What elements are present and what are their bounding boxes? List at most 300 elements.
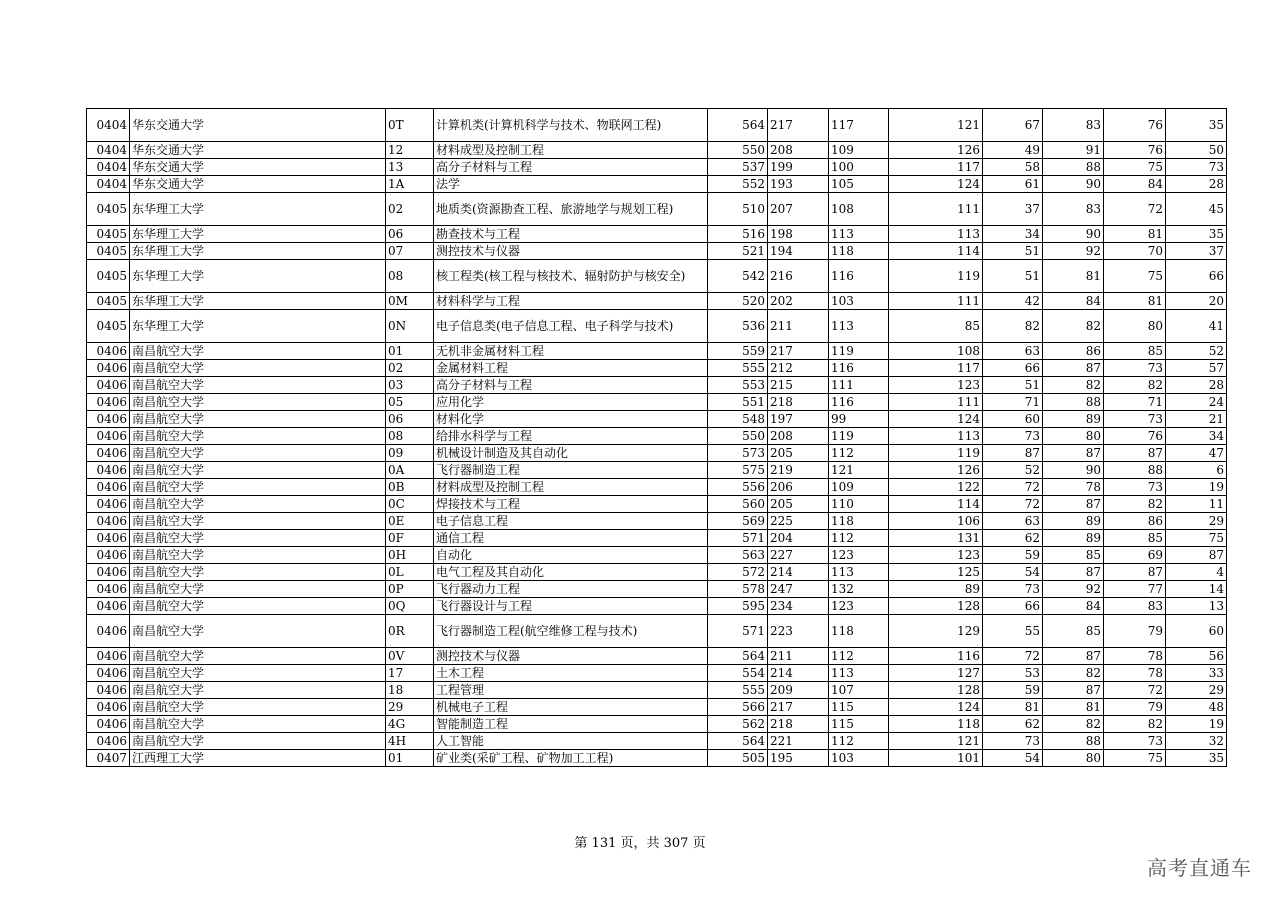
score-g-cell: 37 <box>1166 243 1227 260</box>
major-name-cell: 飞行器动力工程 <box>434 581 708 598</box>
score-b-cell: 113 <box>829 310 889 343</box>
score-e-cell: 87 <box>1043 682 1104 699</box>
school-code-cell: 0405 <box>87 310 130 343</box>
major-code-cell: 0M <box>386 293 434 310</box>
score-d-cell: 73 <box>983 428 1043 445</box>
score-d-cell: 73 <box>983 733 1043 750</box>
major-name-cell: 法学 <box>434 176 708 193</box>
major-name-cell: 地质类(资源勘查工程、旅游地学与规划工程) <box>434 193 708 226</box>
school-code-cell: 0404 <box>87 159 130 176</box>
score-b-cell: 115 <box>829 699 889 716</box>
score-e-cell: 87 <box>1043 496 1104 513</box>
score-a-cell: 214 <box>768 564 829 581</box>
score-c-cell: 119 <box>889 260 983 293</box>
major-name-cell: 通信工程 <box>434 530 708 547</box>
major-code-cell: 06 <box>386 411 434 428</box>
score-c-cell: 123 <box>889 377 983 394</box>
score-e-cell: 87 <box>1043 360 1104 377</box>
school-name-cell: 南昌航空大学 <box>130 343 386 360</box>
total-score-cell: 555 <box>708 682 768 699</box>
major-code-cell: 18 <box>386 682 434 699</box>
school-code-cell: 0406 <box>87 733 130 750</box>
school-name-cell: 华东交通大学 <box>130 176 386 193</box>
page-footer: 第 131 页，共 307 页 <box>574 836 706 851</box>
major-code-cell: 01 <box>386 750 434 767</box>
table-row <box>87 428 1227 445</box>
table-row <box>87 598 1227 615</box>
school-code-cell: 0406 <box>87 716 130 733</box>
school-name-cell: 华东交通大学 <box>130 159 386 176</box>
score-b-cell: 112 <box>829 648 889 665</box>
score-e-cell: 90 <box>1043 462 1104 479</box>
school-name-cell: 东华理工大学 <box>130 310 386 343</box>
total-score-cell: 571 <box>708 615 768 648</box>
table-row <box>87 699 1227 716</box>
score-e-cell: 87 <box>1043 648 1104 665</box>
score-a-cell: 206 <box>768 479 829 496</box>
major-name-cell: 电子信息类(电子信息工程、电子科学与技术) <box>434 310 708 343</box>
score-b-cell: 108 <box>829 193 889 226</box>
score-c-cell: 127 <box>889 665 983 682</box>
score-d-cell: 34 <box>983 226 1043 243</box>
major-code-cell: 0H <box>386 547 434 564</box>
school-code-cell: 0406 <box>87 615 130 648</box>
score-c-cell: 114 <box>889 243 983 260</box>
score-g-cell: 48 <box>1166 699 1227 716</box>
school-name-cell: 南昌航空大学 <box>130 615 386 648</box>
score-c-cell: 124 <box>889 699 983 716</box>
score-c-cell: 111 <box>889 293 983 310</box>
score-a-cell: 227 <box>768 547 829 564</box>
score-f-cell: 83 <box>1104 598 1166 615</box>
major-code-cell: 17 <box>386 665 434 682</box>
score-f-cell: 72 <box>1104 193 1166 226</box>
score-e-cell: 89 <box>1043 530 1104 547</box>
table-row <box>87 750 1227 767</box>
score-a-cell: 211 <box>768 310 829 343</box>
score-e-cell: 80 <box>1043 428 1104 445</box>
table-row <box>87 310 1227 343</box>
score-a-cell: 197 <box>768 411 829 428</box>
score-g-cell: 6 <box>1166 462 1227 479</box>
table-row <box>87 547 1227 564</box>
score-c-cell: 121 <box>889 733 983 750</box>
major-name-cell: 智能制造工程 <box>434 716 708 733</box>
school-code-cell: 0406 <box>87 699 130 716</box>
score-a-cell: 205 <box>768 496 829 513</box>
score-g-cell: 73 <box>1166 159 1227 176</box>
major-name-cell: 应用化学 <box>434 394 708 411</box>
score-d-cell: 54 <box>983 750 1043 767</box>
score-e-cell: 88 <box>1043 394 1104 411</box>
major-code-cell: 02 <box>386 360 434 377</box>
score-f-cell: 84 <box>1104 176 1166 193</box>
table-row <box>87 581 1227 598</box>
school-code-cell: 0406 <box>87 428 130 445</box>
major-code-cell: 0P <box>386 581 434 598</box>
major-code-cell: 0F <box>386 530 434 547</box>
major-name-cell: 自动化 <box>434 547 708 564</box>
score-f-cell: 77 <box>1104 581 1166 598</box>
score-b-cell: 112 <box>829 445 889 462</box>
score-e-cell: 82 <box>1043 665 1104 682</box>
watermark: 高考直通车 <box>1147 856 1252 880</box>
score-d-cell: 60 <box>983 411 1043 428</box>
total-score-cell: 578 <box>708 581 768 598</box>
school-code-cell: 0406 <box>87 581 130 598</box>
total-score-cell: 562 <box>708 716 768 733</box>
score-f-cell: 76 <box>1104 428 1166 445</box>
score-e-cell: 82 <box>1043 377 1104 394</box>
total-score-cell: 505 <box>708 750 768 767</box>
school-code-cell: 0406 <box>87 462 130 479</box>
score-g-cell: 28 <box>1166 377 1227 394</box>
score-c-cell: 124 <box>889 411 983 428</box>
score-f-cell: 73 <box>1104 360 1166 377</box>
total-score-cell: 564 <box>708 648 768 665</box>
score-c-cell: 117 <box>889 159 983 176</box>
score-a-cell: 247 <box>768 581 829 598</box>
score-d-cell: 63 <box>983 343 1043 360</box>
total-score-cell: 571 <box>708 530 768 547</box>
total-score-cell: 520 <box>708 293 768 310</box>
score-e-cell: 88 <box>1043 159 1104 176</box>
score-f-cell: 85 <box>1104 530 1166 547</box>
major-code-cell: 0Q <box>386 598 434 615</box>
total-score-cell: 566 <box>708 699 768 716</box>
school-code-cell: 0406 <box>87 445 130 462</box>
total-score-cell: 560 <box>708 496 768 513</box>
score-b-cell: 117 <box>829 109 889 142</box>
school-name-cell: 江西理工大学 <box>130 750 386 767</box>
score-b-cell: 116 <box>829 360 889 377</box>
score-b-cell: 110 <box>829 496 889 513</box>
score-a-cell: 218 <box>768 394 829 411</box>
score-d-cell: 61 <box>983 176 1043 193</box>
major-name-cell: 测控技术与仪器 <box>434 243 708 260</box>
major-name-cell: 材料成型及控制工程 <box>434 142 708 159</box>
total-score-cell: 553 <box>708 377 768 394</box>
score-g-cell: 87 <box>1166 547 1227 564</box>
school-code-cell: 0405 <box>87 243 130 260</box>
score-e-cell: 90 <box>1043 176 1104 193</box>
score-g-cell: 34 <box>1166 428 1227 445</box>
school-name-cell: 南昌航空大学 <box>130 665 386 682</box>
school-name-cell: 东华理工大学 <box>130 193 386 226</box>
table-row <box>87 479 1227 496</box>
major-name-cell: 给排水科学与工程 <box>434 428 708 445</box>
major-code-cell: 0L <box>386 564 434 581</box>
table-row <box>87 648 1227 665</box>
major-name-cell: 材料科学与工程 <box>434 293 708 310</box>
score-b-cell: 112 <box>829 733 889 750</box>
major-code-cell: 0E <box>386 513 434 530</box>
score-d-cell: 66 <box>983 598 1043 615</box>
total-score-cell: 572 <box>708 564 768 581</box>
school-code-cell: 0405 <box>87 260 130 293</box>
score-e-cell: 82 <box>1043 716 1104 733</box>
school-code-cell: 0407 <box>87 750 130 767</box>
score-d-cell: 62 <box>983 716 1043 733</box>
score-g-cell: 60 <box>1166 615 1227 648</box>
score-g-cell: 35 <box>1166 109 1227 142</box>
major-name-cell: 机械设计制造及其自动化 <box>434 445 708 462</box>
score-c-cell: 121 <box>889 109 983 142</box>
major-name-cell: 人工智能 <box>434 733 708 750</box>
score-f-cell: 71 <box>1104 394 1166 411</box>
score-d-cell: 55 <box>983 615 1043 648</box>
score-e-cell: 83 <box>1043 109 1104 142</box>
major-name-cell: 飞行器制造工程(航空维修工程与技术) <box>434 615 708 648</box>
score-a-cell: 234 <box>768 598 829 615</box>
score-a-cell: 221 <box>768 733 829 750</box>
school-code-cell: 0405 <box>87 226 130 243</box>
score-f-cell: 70 <box>1104 243 1166 260</box>
score-f-cell: 69 <box>1104 547 1166 564</box>
school-code-cell: 0406 <box>87 648 130 665</box>
score-c-cell: 116 <box>889 648 983 665</box>
school-name-cell: 南昌航空大学 <box>130 428 386 445</box>
score-a-cell: 225 <box>768 513 829 530</box>
score-g-cell: 24 <box>1166 394 1227 411</box>
major-code-cell: 0C <box>386 496 434 513</box>
score-g-cell: 33 <box>1166 665 1227 682</box>
score-e-cell: 88 <box>1043 733 1104 750</box>
score-c-cell: 117 <box>889 360 983 377</box>
total-score-cell: 555 <box>708 360 768 377</box>
score-g-cell: 29 <box>1166 682 1227 699</box>
score-e-cell: 80 <box>1043 750 1104 767</box>
major-name-cell: 电气工程及其自动化 <box>434 564 708 581</box>
table-row <box>87 564 1227 581</box>
score-c-cell: 128 <box>889 598 983 615</box>
total-score-cell: 564 <box>708 733 768 750</box>
school-code-cell: 0406 <box>87 564 130 581</box>
total-score-cell: 548 <box>708 411 768 428</box>
total-score-cell: 554 <box>708 665 768 682</box>
major-name-cell: 焊接技术与工程 <box>434 496 708 513</box>
school-code-cell: 0406 <box>87 547 130 564</box>
table-row <box>87 226 1227 243</box>
major-name-cell: 飞行器制造工程 <box>434 462 708 479</box>
school-code-cell: 0406 <box>87 598 130 615</box>
school-code-cell: 0404 <box>87 142 130 159</box>
score-a-cell: 217 <box>768 109 829 142</box>
table-row <box>87 377 1227 394</box>
school-name-cell: 南昌航空大学 <box>130 445 386 462</box>
score-c-cell: 123 <box>889 547 983 564</box>
score-f-cell: 72 <box>1104 682 1166 699</box>
score-d-cell: 87 <box>983 445 1043 462</box>
major-code-cell: 0R <box>386 615 434 648</box>
score-d-cell: 82 <box>983 310 1043 343</box>
score-g-cell: 66 <box>1166 260 1227 293</box>
table-row <box>87 260 1227 293</box>
table-row <box>87 682 1227 699</box>
major-code-cell: 0B <box>386 479 434 496</box>
major-code-cell: 05 <box>386 394 434 411</box>
score-b-cell: 121 <box>829 462 889 479</box>
score-g-cell: 29 <box>1166 513 1227 530</box>
school-name-cell: 南昌航空大学 <box>130 682 386 699</box>
score-d-cell: 52 <box>983 462 1043 479</box>
score-b-cell: 118 <box>829 615 889 648</box>
school-code-cell: 0404 <box>87 176 130 193</box>
score-a-cell: 193 <box>768 176 829 193</box>
score-d-cell: 49 <box>983 142 1043 159</box>
school-name-cell: 南昌航空大学 <box>130 716 386 733</box>
school-name-cell: 东华理工大学 <box>130 260 386 293</box>
score-b-cell: 109 <box>829 142 889 159</box>
score-g-cell: 14 <box>1166 581 1227 598</box>
score-d-cell: 72 <box>983 479 1043 496</box>
score-e-cell: 78 <box>1043 479 1104 496</box>
score-f-cell: 79 <box>1104 699 1166 716</box>
table-row <box>87 496 1227 513</box>
score-d-cell: 54 <box>983 564 1043 581</box>
school-code-cell: 0406 <box>87 513 130 530</box>
score-a-cell: 215 <box>768 377 829 394</box>
school-name-cell: 南昌航空大学 <box>130 377 386 394</box>
score-b-cell: 119 <box>829 428 889 445</box>
score-g-cell: 13 <box>1166 598 1227 615</box>
major-code-cell: 0V <box>386 648 434 665</box>
table-row <box>87 716 1227 733</box>
school-name-cell: 南昌航空大学 <box>130 564 386 581</box>
school-name-cell: 南昌航空大学 <box>130 581 386 598</box>
school-name-cell: 南昌航空大学 <box>130 547 386 564</box>
score-b-cell: 107 <box>829 682 889 699</box>
major-name-cell: 材料化学 <box>434 411 708 428</box>
score-b-cell: 99 <box>829 411 889 428</box>
major-name-cell: 土木工程 <box>434 665 708 682</box>
school-code-cell: 0406 <box>87 360 130 377</box>
major-code-cell: 08 <box>386 260 434 293</box>
school-code-cell: 0406 <box>87 665 130 682</box>
score-a-cell: 195 <box>768 750 829 767</box>
school-code-cell: 0406 <box>87 530 130 547</box>
score-d-cell: 37 <box>983 193 1043 226</box>
school-name-cell: 南昌航空大学 <box>130 394 386 411</box>
score-d-cell: 53 <box>983 665 1043 682</box>
score-a-cell: 217 <box>768 699 829 716</box>
score-c-cell: 108 <box>889 343 983 360</box>
score-c-cell: 125 <box>889 564 983 581</box>
major-name-cell: 机械电子工程 <box>434 699 708 716</box>
table-row <box>87 360 1227 377</box>
score-b-cell: 111 <box>829 377 889 394</box>
score-g-cell: 19 <box>1166 716 1227 733</box>
school-name-cell: 南昌航空大学 <box>130 360 386 377</box>
total-score-cell: 564 <box>708 109 768 142</box>
score-c-cell: 124 <box>889 176 983 193</box>
major-code-cell: 08 <box>386 428 434 445</box>
school-code-cell: 0405 <box>87 293 130 310</box>
school-name-cell: 东华理工大学 <box>130 293 386 310</box>
score-g-cell: 41 <box>1166 310 1227 343</box>
score-c-cell: 122 <box>889 479 983 496</box>
table-row <box>87 733 1227 750</box>
score-f-cell: 87 <box>1104 564 1166 581</box>
score-c-cell: 111 <box>889 394 983 411</box>
score-d-cell: 81 <box>983 699 1043 716</box>
score-f-cell: 73 <box>1104 479 1166 496</box>
score-b-cell: 116 <box>829 260 889 293</box>
score-d-cell: 66 <box>983 360 1043 377</box>
score-a-cell: 205 <box>768 445 829 462</box>
score-a-cell: 223 <box>768 615 829 648</box>
score-e-cell: 89 <box>1043 411 1104 428</box>
major-name-cell: 工程管理 <box>434 682 708 699</box>
score-f-cell: 73 <box>1104 733 1166 750</box>
total-score-cell: 556 <box>708 479 768 496</box>
score-f-cell: 78 <box>1104 648 1166 665</box>
table-row <box>87 193 1227 226</box>
score-g-cell: 4 <box>1166 564 1227 581</box>
score-g-cell: 56 <box>1166 648 1227 665</box>
score-c-cell: 113 <box>889 226 983 243</box>
score-d-cell: 51 <box>983 377 1043 394</box>
score-b-cell: 113 <box>829 564 889 581</box>
score-f-cell: 76 <box>1104 142 1166 159</box>
score-a-cell: 219 <box>768 462 829 479</box>
score-a-cell: 217 <box>768 343 829 360</box>
score-a-cell: 199 <box>768 159 829 176</box>
school-name-cell: 南昌航空大学 <box>130 530 386 547</box>
major-code-cell: 0T <box>386 109 434 142</box>
score-a-cell: 204 <box>768 530 829 547</box>
table-row <box>87 159 1227 176</box>
score-f-cell: 80 <box>1104 310 1166 343</box>
table-row <box>87 530 1227 547</box>
total-score-cell: 521 <box>708 243 768 260</box>
total-score-cell: 575 <box>708 462 768 479</box>
score-f-cell: 78 <box>1104 665 1166 682</box>
score-c-cell: 85 <box>889 310 983 343</box>
score-g-cell: 50 <box>1166 142 1227 159</box>
score-g-cell: 45 <box>1166 193 1227 226</box>
score-b-cell: 103 <box>829 750 889 767</box>
table-row <box>87 513 1227 530</box>
total-score-cell: 559 <box>708 343 768 360</box>
school-code-cell: 0406 <box>87 479 130 496</box>
score-e-cell: 84 <box>1043 598 1104 615</box>
total-score-cell: 552 <box>708 176 768 193</box>
table-row <box>87 665 1227 682</box>
table-row <box>87 109 1227 142</box>
score-f-cell: 76 <box>1104 109 1166 142</box>
score-b-cell: 132 <box>829 581 889 598</box>
total-score-cell: 595 <box>708 598 768 615</box>
major-name-cell: 勘查技术与工程 <box>434 226 708 243</box>
major-code-cell: 12 <box>386 142 434 159</box>
score-d-cell: 42 <box>983 293 1043 310</box>
score-f-cell: 75 <box>1104 159 1166 176</box>
major-code-cell: 4H <box>386 733 434 750</box>
score-c-cell: 101 <box>889 750 983 767</box>
table-body <box>87 109 1227 767</box>
score-f-cell: 73 <box>1104 411 1166 428</box>
score-b-cell: 113 <box>829 665 889 682</box>
school-code-cell: 0406 <box>87 343 130 360</box>
table-row <box>87 445 1227 462</box>
score-d-cell: 73 <box>983 581 1043 598</box>
major-name-cell: 核工程类(核工程与核技术、辐射防护与核安全) <box>434 260 708 293</box>
school-name-cell: 华东交通大学 <box>130 109 386 142</box>
score-a-cell: 207 <box>768 193 829 226</box>
score-e-cell: 85 <box>1043 547 1104 564</box>
score-table <box>86 108 1227 767</box>
